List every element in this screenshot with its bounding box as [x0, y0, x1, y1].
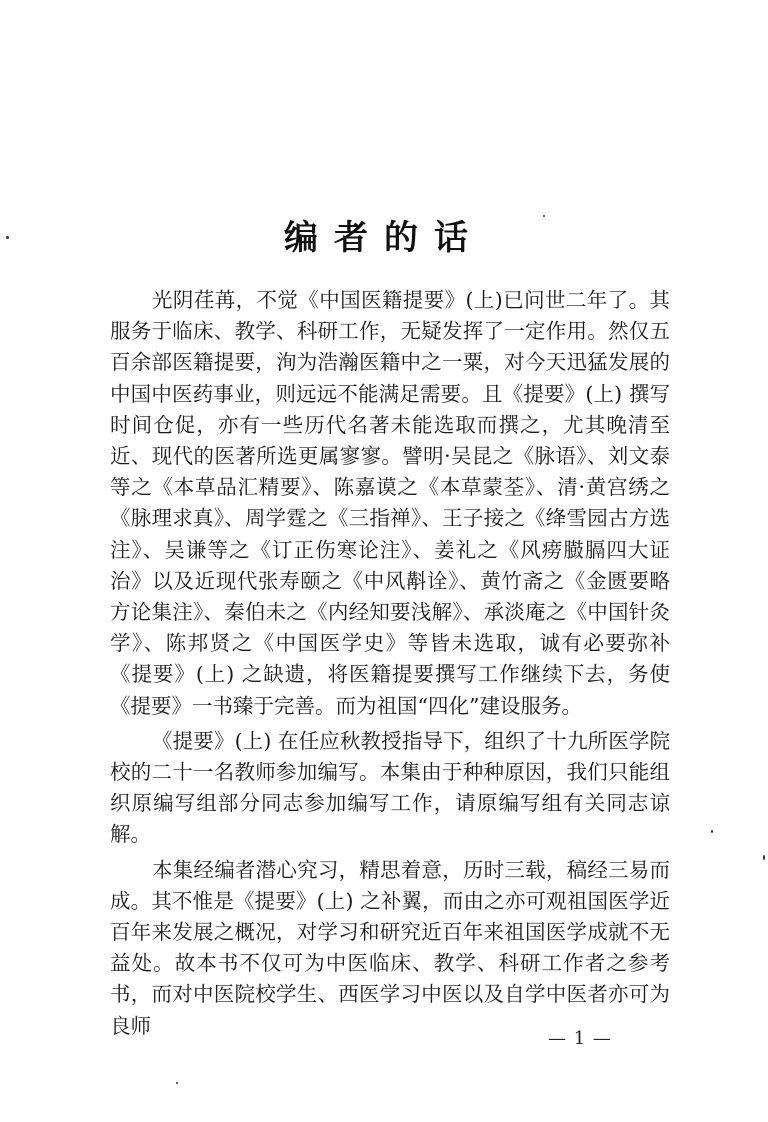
scan-speck: [711, 830, 713, 833]
paragraph-2: 《提要》(上) 在任应秋教授指导下，组织了十九所医学院校的二十一名教师参加编写。本集由于种种原因，我们只能组织原编写组部分同志参加编写工作，请原编写组有关同志谅解。: [110, 728, 670, 847]
scan-speck: [176, 1082, 178, 1084]
paragraph-3: 本集经编者潜心究习，精思着意，历时三载，稿经三易而成。其不惟是《提要》(上) 之补翼，而由之亦可观祖国医学近百年来发展之概况，对学习和研究近百年来祖国医学成就不无益处。故本书不仅可为中医临床、教学、科研工作者之参考书，而对中医院校学生、西医学习中医以及自学中医者亦可为良师: [110, 857, 670, 1038]
paragraph-1: 光阴荏苒，不觉《中国医籍提要》(上)已问世二年了。其服务于临床、教学、科研工作，无疑发挥了一定作用。然仅五百余部医籍提要，洵为浩瀚医籍中之一粟，对今天迅猛发展的中国中医药事业，则远远不能满足需要。且《提要》(上) 撰写时间仓促，亦有一些历代名著未能选取而撰之，尤其晚清至近、现代的医著所选更属寥寥。譬明·吴昆之《脉语》、刘文泰等之《本草品汇精要》、陈嘉谟之《本草蒙荃》、清·黄宫绣之《脉理求真》、周学霆之《三指禅》、王子接之《绛雪园古方选注》、吴谦等之《订正伤寒论注》、姜礼之《风痨臌膈四大证治》以及近现代张寿颐之《中风斠诠》、黄竹斋之《金匮要略方论集注》、秦伯未之《内经知要浅解》、承淡庵之《中国针灸学》、陈邦贤之《中国医学史》等皆未选取，诚有必要弥补《提要》(上) 之缺遗，将医籍提要撰写工作继续下去，务使《提要》一书臻于完善。而为祖国“四化”建设服务。: [110, 288, 670, 718]
scan-speck: [543, 215, 545, 217]
scan-speck: [6, 236, 9, 239]
scan-speck: [763, 855, 765, 860]
page-title: 编者的话: [284, 218, 484, 258]
page-number: — 1 —: [548, 1028, 612, 1049]
body-text: [110, 285, 670, 1046]
